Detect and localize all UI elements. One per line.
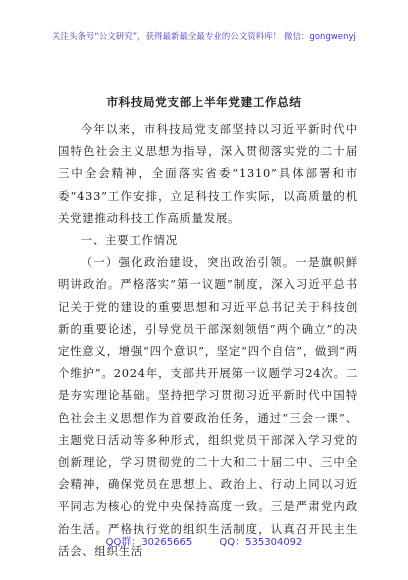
section-paragraph: （一）强化政治建设，突出政治引领。一是旗帜鲜明讲政治。严格落实“第一议题”制度，深入习近平总书记关于党的建设的重要思想和习近平总书记关于科技创新的重要论述，引导党员干部深刻领悟“两个确立”的决定性意义，增强“四个意识”，坚定“四个自信”，做到“两个维护”。2024年，支部共开展第一议题学习24次。二是夯实理论基础。坚持把学习贯彻习近平新时代中国特色社会主义思想作为首要政治任务，通过“三会一课”、主题党日活动等多种形式，组织党员干部深入学习党的创新理论，学习贯彻党的二十大和二十届二中、三中全会精神，确保党员在思想上、政治上、行动上同以习近平同志为核心的党中央保持高度一致。三是严肃党内政治生活。严格执行党的组织生活制度，认真召开民主生活会、组织生活 <box>58 255 358 558</box>
document-title: 市科技局党支部上半年党建工作总结 <box>106 95 302 109</box>
qq-group: QQ群：30265665 <box>105 537 193 548</box>
intro-paragraph: 今年以来，市科技局党支部坚持以习近平新时代中国特色社会主义思想为指导，深入贯彻落实党的二十届三中全会精神，全面落实省委“1310”具体部署和市委“433”工作安排，立足科技工作实际，以高质量的机关党建推动科技工作高质量发展。 <box>58 122 358 225</box>
qq-number: QQ：535304092 <box>219 537 303 548</box>
footer-contact <box>0 533 408 548</box>
header-banner: 关注头条号“公文研究”，获得最新最全最专业的公文资料库！ 微信：gongwenyj <box>52 31 356 41</box>
section-heading: 一、主要工作情况 <box>80 233 178 248</box>
